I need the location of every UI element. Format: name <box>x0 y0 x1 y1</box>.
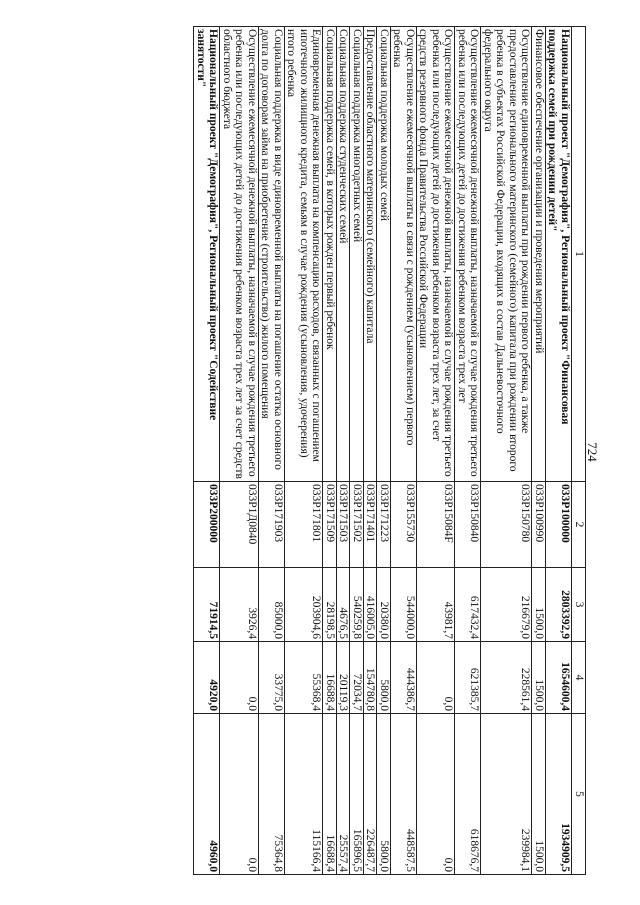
table-body <box>194 27 572 875</box>
row-name-cell: Финансовое обеспечение организации и проведения мероприятий <box>532 27 546 482</box>
row-code-cell: 033P155730 <box>391 482 417 568</box>
row-name-cell: Осуществление ежемесячной выплаты в связи с рождением (усыновлением) первого ребенка <box>391 27 417 482</box>
row-value-cell: 4960,0 <box>194 714 220 875</box>
row-value-cell: 1934909,5 <box>546 714 572 875</box>
row-code-cell: 033P150780 <box>481 482 532 568</box>
row-value-cell: 1500,0 <box>532 642 546 714</box>
table-row <box>259 27 285 875</box>
row-name-cell: Социальная поддержка студенческих семей <box>337 27 351 482</box>
row-name-cell: Осуществление ежемесячной денежной выплаты, назначаемой в случае рождения третьего ребенка или последующих детей до достижения ребенком возраста трех лет <box>455 27 481 482</box>
budget-table <box>194 26 587 875</box>
row-name-cell: Социальная поддержка в виде единовременной выплаты на погашение остатка основного долга по договорам займа на приобретение (строительство) жилого помещения <box>259 27 285 482</box>
row-value-cell: 72034,7 <box>350 642 364 714</box>
row-value-cell: 621385,7 <box>455 642 481 714</box>
row-code-cell: 033P171503 <box>337 482 351 568</box>
table-header-row <box>572 27 586 875</box>
table-row <box>532 27 546 875</box>
row-value-cell: 2803392,9 <box>546 568 572 642</box>
row-name-cell: Социальная поддержка семей, в которых рожден первый ребенок <box>323 27 337 482</box>
column-header: 4 <box>572 642 586 714</box>
row-value-cell: 4920,0 <box>194 642 220 714</box>
column-header: 5 <box>572 714 586 875</box>
column-header: 2 <box>572 482 586 568</box>
row-value-cell: 617432,4 <box>455 568 481 642</box>
row-code-cell: 033P1Д0840 <box>220 482 259 568</box>
row-value-cell: 228561,4 <box>481 642 532 714</box>
row-value-cell: 115166,4 <box>285 714 324 875</box>
row-value-cell: 448587,5 <box>391 714 417 875</box>
table-row <box>377 27 391 875</box>
row-name-cell: Национальный проект "Демография", Региональный проект "Содействие занятости" <box>194 27 220 482</box>
row-value-cell: 540259,8 <box>350 568 364 642</box>
table-row <box>220 27 259 875</box>
row-value-cell: 16688,4 <box>323 714 337 875</box>
row-value-cell: 3926,4 <box>220 568 259 642</box>
row-code-cell: 033P150840 <box>455 482 481 568</box>
page-number: 724 <box>585 442 600 462</box>
row-value-cell: 416005,0 <box>364 568 378 642</box>
row-name-cell: Осуществление ежемесячной денежной выплаты, назначаемой в случае рождения третьего ребенка или последующих детей до достижения ребенком возраста трех лет, за счет средств резервного фонда Правительства Российской Федерации <box>417 27 456 482</box>
row-code-cell: 033P171801 <box>285 482 324 568</box>
table-row <box>364 27 378 875</box>
row-value-cell: 75364,8 <box>259 714 285 875</box>
row-name-cell: Социальная поддержка молодых семей <box>377 27 391 482</box>
row-value-cell: 1500,0 <box>532 568 546 642</box>
table-row <box>323 27 337 875</box>
row-value-cell: 4676,5 <box>337 568 351 642</box>
row-code-cell: 033P15084F <box>417 482 456 568</box>
row-value-cell: 20380,0 <box>377 568 391 642</box>
row-value-cell: 0,0 <box>417 642 456 714</box>
row-code-cell: 033P200000 <box>194 482 220 568</box>
row-value-cell: 0,0 <box>417 714 456 875</box>
row-name-cell: Осуществление ежемесячной денежной выплаты, назначаемой в случае рождения третьего ребенка или последующих детей до достижения ребенком возраста трех лет за счет средств областного бюджета <box>220 27 259 482</box>
row-code-cell: 033P171903 <box>259 482 285 568</box>
row-value-cell: 544000,0 <box>391 568 417 642</box>
table-row <box>455 27 481 875</box>
table-row <box>546 27 572 875</box>
column-header: 3 <box>572 568 586 642</box>
row-value-cell: 25557,4 <box>337 714 351 875</box>
row-code-cell: 033P171502 <box>350 482 364 568</box>
table-row <box>350 27 364 875</box>
row-value-cell: 20119,3 <box>337 642 351 714</box>
row-value-cell: 71914,5 <box>194 568 220 642</box>
column-header: 1 <box>572 27 586 482</box>
row-name-cell: Единовременная денежная выплата на компенсацию расходов, связанных с погашением ипотечного жилищного кредита, семьям в случае рождения (усыновления, удочерения) нтого ребенка <box>285 27 324 482</box>
table-row <box>337 27 351 875</box>
row-value-cell: 1500,0 <box>532 714 546 875</box>
row-name-cell: Осуществление единовременной выплаты при рождении первого ребенка, а также предоставление регионального материнского (семейного) капитала при рождении второго ребенка в субъектах Российской Федерации, входящих в состав Дальневосточного федерального округа <box>481 27 532 482</box>
row-value-cell: 0,0 <box>220 714 259 875</box>
row-value-cell: 1654600,4 <box>546 642 572 714</box>
row-code-cell: 033P171401 <box>364 482 378 568</box>
row-name-cell: Национальный проект "Демография", Региональный проект "Финансовая поддержка семей при рождении детей" <box>546 27 572 482</box>
row-value-cell: 444386,7 <box>391 642 417 714</box>
row-value-cell: 55368,4 <box>285 642 324 714</box>
row-value-cell: 16688,4 <box>323 642 337 714</box>
row-name-cell: Предоставление областного материнского (семейного) капитала <box>364 27 378 482</box>
row-value-cell: 618676,7 <box>455 714 481 875</box>
table-row <box>194 27 220 875</box>
row-name-cell: Социальная поддержка многодетных семей <box>350 27 364 482</box>
row-value-cell: 154780,8 <box>364 642 378 714</box>
row-value-cell: 5800,0 <box>377 714 391 875</box>
row-code-cell: 033P100990 <box>532 482 546 568</box>
rotated-page-content <box>44 26 586 874</box>
table-row <box>417 27 456 875</box>
row-code-cell: 033P171223 <box>377 482 391 568</box>
row-value-cell: 226487,7 <box>364 714 378 875</box>
row-value-cell: 28198,5 <box>323 568 337 642</box>
row-value-cell: 0,0 <box>220 642 259 714</box>
table-row <box>285 27 324 875</box>
row-value-cell: 203904,6 <box>285 568 324 642</box>
row-value-cell: 216679,0 <box>481 568 532 642</box>
row-value-cell: 5800,0 <box>377 642 391 714</box>
table-row <box>391 27 417 875</box>
row-value-cell: 165896,5 <box>350 714 364 875</box>
row-value-cell: 43981,7 <box>417 568 456 642</box>
row-code-cell: 033P100000 <box>546 482 572 568</box>
row-value-cell: 239984,1 <box>481 714 532 875</box>
row-value-cell: 33775,0 <box>259 642 285 714</box>
row-code-cell: 033P171509 <box>323 482 337 568</box>
row-value-cell: 85000,0 <box>259 568 285 642</box>
table-row <box>481 27 532 875</box>
